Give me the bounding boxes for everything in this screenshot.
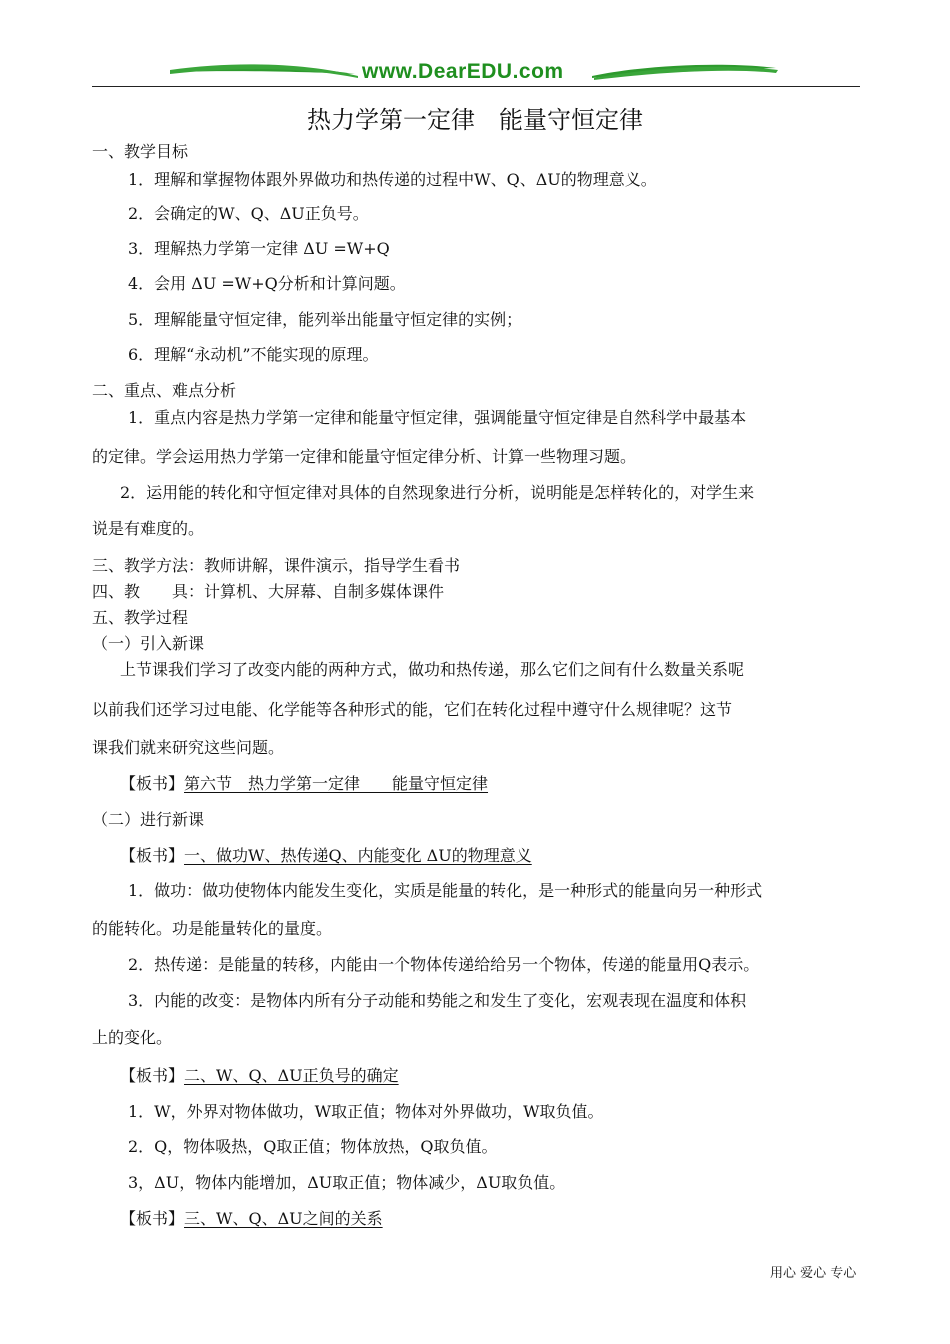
paragraph-line: 3．内能的改变：是物体内所有分子动能和势能之和发生了变化，宏观表现在温度和体积 bbox=[128, 991, 747, 1010]
board-note-label: 【板书】 bbox=[120, 774, 185, 793]
paragraph-line: 上节课我们学习了改变内能的两种方式，做功和热传递，那么它们之间有什么数量关系呢 bbox=[120, 660, 745, 679]
paragraph-line: 说是有难度的。 bbox=[92, 519, 205, 538]
section-heading: 三、教学方法：教师讲解，课件演示，指导学生看书 bbox=[92, 556, 461, 575]
objective-item: 5．理解能量守恒定律，能列举出能量守恒定律的实例； bbox=[128, 310, 523, 329]
paragraph-line: 2．运用能的转化和守恒定律对具体的自然现象进行分析，说明能是怎样转化的，对学生来 bbox=[120, 483, 755, 502]
objective-item: 2．会确定的W、Q、ΔU正负号。 bbox=[128, 204, 369, 223]
paragraph-line: 3，ΔU，物体内能增加，ΔU取正值；物体减少，ΔU取负值。 bbox=[128, 1173, 566, 1192]
subsection-heading: （二）进行新课 bbox=[92, 810, 205, 829]
paragraph-line: 的定律。学会运用热力学第一定律和能量守恒定律分析、计算一些物理习题。 bbox=[92, 447, 637, 466]
header-rule bbox=[92, 86, 860, 87]
objective-item: 3．理解热力学第一定律 ΔU =W+Q bbox=[128, 239, 390, 258]
board-note-text: 第六节 热力学第一定律 能量守恒定律 bbox=[184, 774, 489, 793]
board-note-label: 【板书】 bbox=[120, 846, 185, 865]
paragraph-line: 课我们就来研究这些问题。 bbox=[92, 738, 285, 757]
paragraph-line: 2．热传递：是能量的转移，内能由一个物体传递给给另一个物体，传递的能量用Q表示。 bbox=[128, 955, 760, 974]
paragraph-line: 1．做功：做功使物体内能发生变化，实质是能量的转化，是一种形式的能量向另一种形式 bbox=[128, 881, 763, 900]
page-footer: 用心 爱心 专心 bbox=[770, 1266, 857, 1281]
paragraph-line: 上的变化。 bbox=[92, 1028, 173, 1047]
paragraph-line: 2．Q，物体吸热，Q取正值；物体放热，Q取负值。 bbox=[128, 1137, 498, 1156]
objective-item: 6．理解“永动机”不能实现的原理。 bbox=[128, 345, 379, 364]
section-heading: 二、重点、难点分析 bbox=[92, 381, 237, 400]
objective-item: 1．理解和掌握物体跟外界做功和热传递的过程中W、Q、ΔU的物理意义。 bbox=[128, 170, 657, 189]
section-heading: 四、教 具：计算机、大屏幕、自制多媒体课件 bbox=[92, 582, 445, 601]
board-note-text: 二、W、Q、ΔU正负号的确定 bbox=[184, 1066, 399, 1085]
paragraph-line: 的能转化。功是能量转化的量度。 bbox=[92, 919, 333, 938]
subsection-heading: （一）引入新课 bbox=[92, 634, 205, 653]
board-note-label: 【板书】 bbox=[120, 1066, 185, 1085]
site-logo bbox=[170, 58, 780, 88]
objective-item: 4．会用 ΔU =W+Q分析和计算问题。 bbox=[128, 274, 406, 293]
board-note bbox=[120, 1066, 399, 1086]
section-heading: 五、教学过程 bbox=[92, 608, 189, 627]
paragraph-line: 以前我们还学习过电能、化学能等各种形式的能，它们在转化过程中遵守什么规律呢？这节 bbox=[92, 700, 733, 719]
paragraph-line: 1．W，外界对物体做功，W取正值；物体对外界做功，W取负值。 bbox=[128, 1102, 604, 1121]
board-note-label: 【板书】 bbox=[120, 1209, 185, 1228]
paragraph-line: 1．重点内容是热力学第一定律和能量守恒定律，强调能量守恒定律是自然科学中最基本 bbox=[128, 408, 747, 427]
board-note-text: 三、W、Q、ΔU之间的关系 bbox=[184, 1209, 383, 1228]
logo-text: www.DearEDU.com bbox=[362, 60, 564, 83]
board-note bbox=[120, 1209, 383, 1229]
board-note bbox=[120, 846, 532, 866]
board-note-text: 一、做功W、热传递Q、内能变化 ΔU的物理意义 bbox=[184, 846, 532, 865]
section-heading: 一、教学目标 bbox=[92, 142, 189, 161]
page-title: 热力学第一定律 能量守恒定律 bbox=[307, 106, 643, 134]
board-note bbox=[120, 774, 488, 794]
